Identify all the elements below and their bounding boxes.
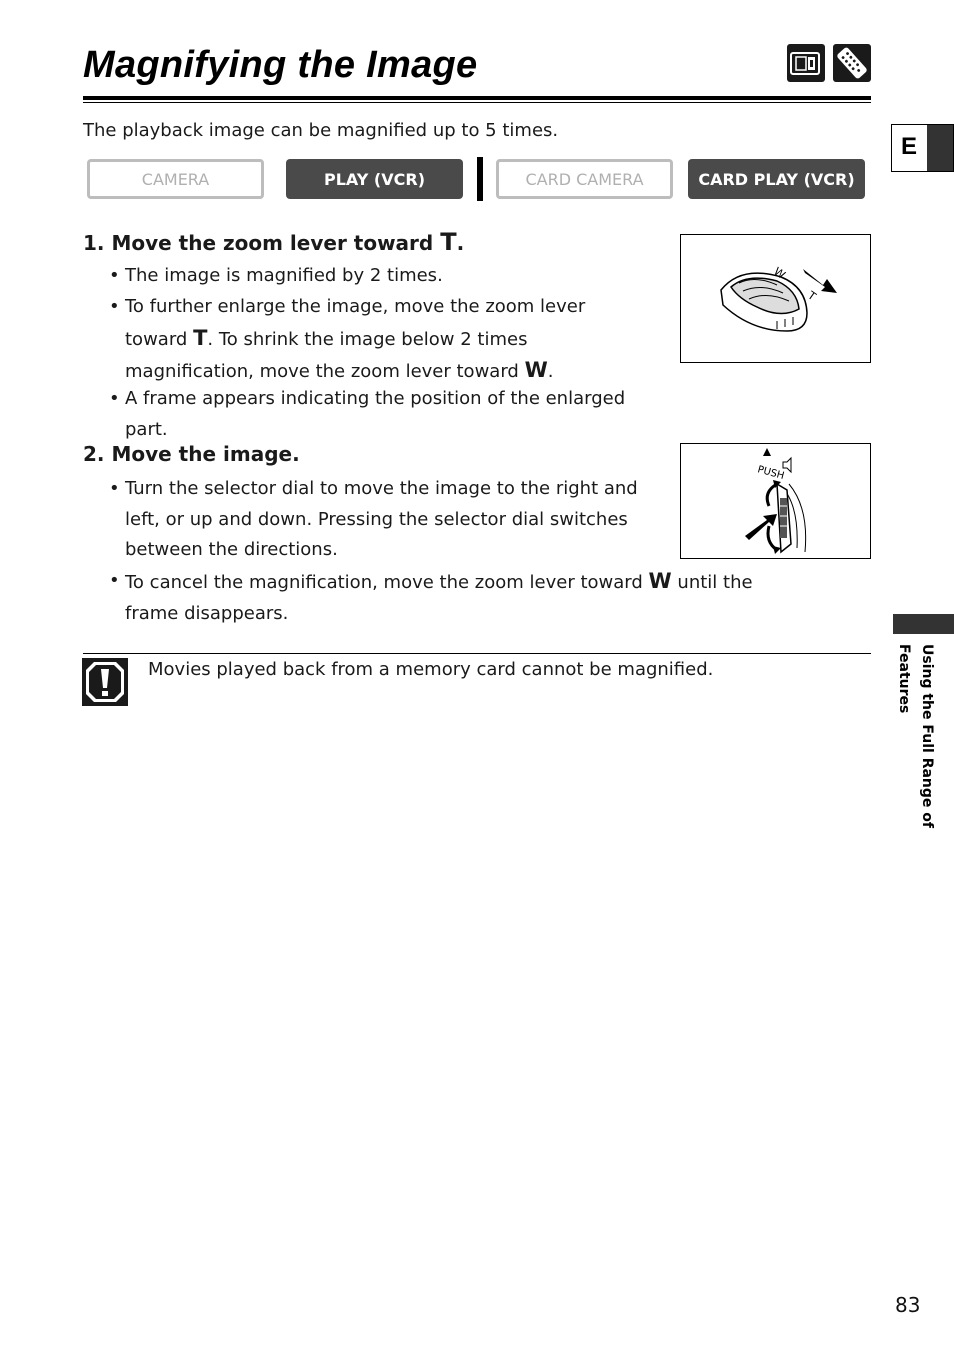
step1-bullet-2-text-c: .	[547, 361, 554, 382]
step1-bullet-2-text-b: . To shrink the image below 2 times magnification, move the zoom lever toward	[125, 328, 528, 382]
step1-bullet-1-text: The image is magnified by 2 times.	[125, 265, 443, 286]
zoom-label-w: W	[771, 264, 788, 282]
remote-control-icon	[833, 44, 871, 82]
title-rule-thin	[83, 102, 871, 103]
step1-bullet-1: • The image is magnified by 2 times.	[109, 261, 669, 292]
section-side-label-line2: of Features	[896, 644, 935, 828]
step1-bullet-3: • A frame appears indicating the position of the enlarged part.	[109, 384, 669, 445]
push-label: PUSH	[756, 464, 786, 482]
zoom-label-t: T	[805, 288, 819, 304]
language-tab-label: E	[901, 133, 918, 160]
step2-bullet-2-text-a: To cancel the magnification, move the zoom lever toward	[125, 572, 649, 593]
mode-play-vcr: PLAY (VCR)	[286, 159, 463, 199]
title-rule	[83, 96, 871, 100]
section-side-label-line1: Using the Full Range	[919, 644, 935, 808]
selector-dial-illustration	[681, 444, 870, 558]
mode-card-play-vcr: CARD PLAY (VCR)	[688, 159, 865, 199]
step1-title-text: 1. Move the zoom lever toward	[83, 231, 441, 255]
language-tab-shade	[927, 125, 953, 171]
section-side-label	[893, 644, 938, 834]
section-tab-bar	[893, 614, 954, 634]
note-rule	[83, 653, 871, 654]
step1-bullet-2-key-w: W	[524, 358, 548, 382]
mode-separator	[477, 157, 483, 201]
tape-cassette-icon	[787, 44, 825, 82]
step2-bullet-2-key-w: W	[648, 569, 672, 593]
step1-bullet-2: • To further enlarge the image, move the zoom lever toward T. To shrink the image below 2 times magnification, move the zoom lever toward W.	[109, 296, 586, 382]
caution-icon	[82, 658, 128, 706]
step2-bullet-2-text-b: until the frame disappears.	[125, 572, 753, 624]
note-text: Movies played back from a memory card cannot be magnified.	[148, 659, 714, 680]
step2-bullet-2: • To cancel the magnification, move the zoom lever toward W until the frame disappears.	[109, 569, 753, 624]
zoom-lever-illustration	[681, 235, 870, 362]
zoom-lever-figure	[680, 234, 871, 363]
intro-text: The playback image can be magnified up to 5 times.	[83, 120, 559, 141]
step1-bullet-2-text-a: To further enlarge the image, move the zoom lever toward	[125, 296, 586, 350]
mode-camera: CAMERA	[87, 159, 264, 199]
step1-bullet-2-key-t: T	[193, 325, 208, 350]
step2-bullet-1: • Turn the selector dial to move the image to the right and left, or up and down. Pressing the selector dial switches between the directions.	[109, 474, 669, 566]
step2-title: 2. Move the image.	[83, 442, 300, 466]
language-tab	[891, 124, 954, 172]
step1-title-key: T	[440, 228, 457, 256]
step1-title-suffix: .	[456, 231, 465, 255]
step1-title	[83, 228, 464, 256]
selector-dial-figure	[680, 443, 871, 559]
step2-bullet-1-text: Turn the selector dial to move the image to the right and left, or up and down. Pressing the selector dial switches between the directions.	[125, 478, 638, 560]
step1-bullet-3-text: A frame appears indicating the position of the enlarged part.	[125, 388, 626, 440]
page-number: 83	[895, 1293, 921, 1317]
page-title: Magnifying the Image	[83, 44, 478, 86]
mode-card-camera: CARD CAMERA	[496, 159, 673, 199]
